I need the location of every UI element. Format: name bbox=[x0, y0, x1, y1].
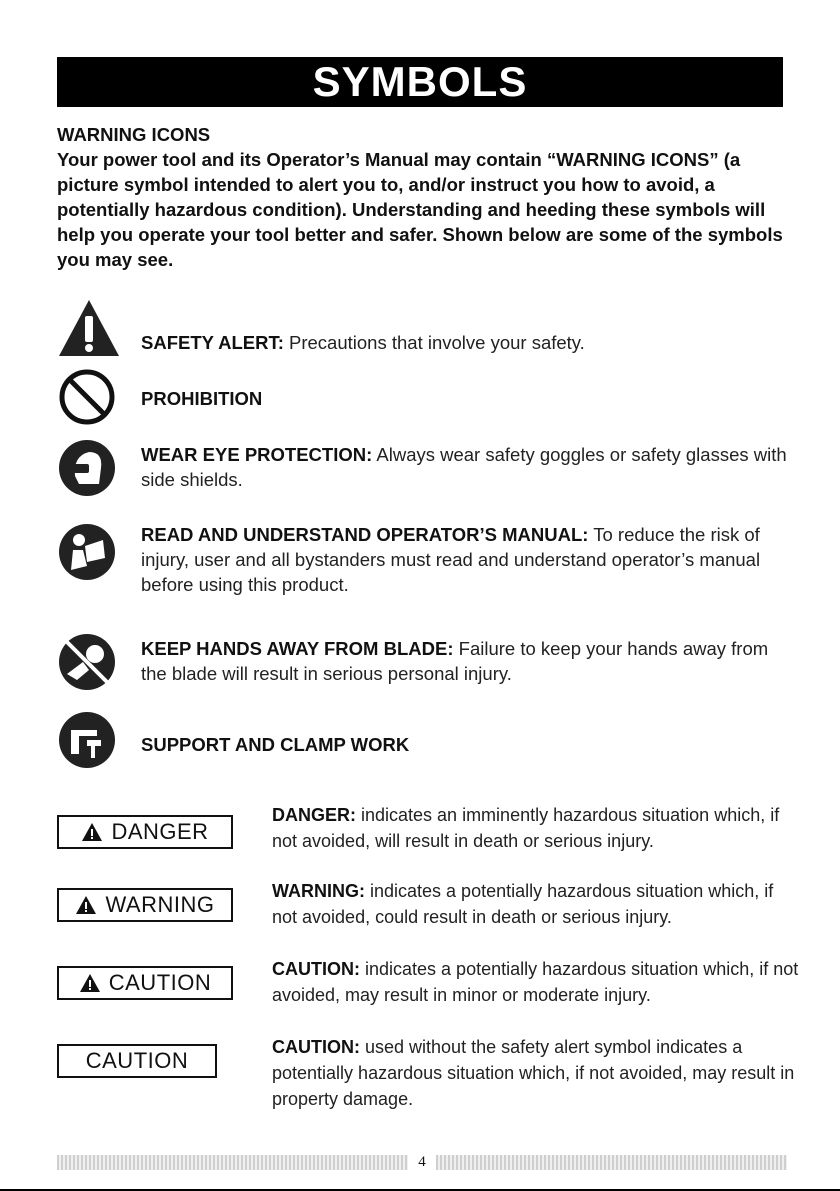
hands-away-icon bbox=[57, 632, 117, 692]
symbol-label: PROHIBITION bbox=[141, 388, 263, 409]
eye-protection-icon bbox=[57, 438, 117, 498]
symbol-text: WEAR EYE PROTECTION: Always wear safety goggles or safety glasses with side shields. bbox=[141, 444, 787, 490]
page-number: 4 bbox=[418, 1153, 426, 1170]
page-footer bbox=[57, 1152, 787, 1172]
symbol-text bbox=[141, 732, 791, 757]
signal-label: CAUTION: bbox=[272, 1037, 360, 1057]
alert-triangle-icon bbox=[75, 895, 97, 915]
intro-section bbox=[57, 122, 797, 272]
page-title-bar bbox=[57, 57, 783, 107]
signal-text: CAUTION: indicates a potentially hazardous situation which, if not avoided, may result in minor or moderate injury. bbox=[272, 959, 799, 1005]
signal-text: CAUTION: used without the safety alert symbol indicates a potentially hazardous situation which, if not avoided, may result in property damage. bbox=[272, 1037, 795, 1109]
safety-alert-icon bbox=[57, 298, 121, 358]
signal-text: DANGER: indicates an imminently hazardous situation which, if not avoided, will result in death or serious injury. bbox=[272, 805, 780, 851]
alert-triangle-icon bbox=[79, 973, 101, 993]
danger-box-text: DANGER bbox=[111, 819, 209, 844]
footer-band-left bbox=[57, 1155, 408, 1170]
symbol-label: KEEP HANDS AWAY FROM BLADE: bbox=[141, 638, 454, 659]
caution-box-text: CAUTION bbox=[85, 1048, 189, 1073]
symbol-label: SUPPORT AND CLAMP WORK bbox=[141, 734, 410, 755]
intro-paragraph: Your power tool and its Operator’s Manual may contain “WARNING ICONS” (a picture symbol intended to alert you to, and/or instruct you how to avoid, a potentially hazardous condition). Understanding and heeding these symbols will help you operate your tool better and safer. Shown below are some of the symbols you may see. bbox=[57, 149, 783, 270]
symbol-text: KEEP HANDS AWAY FROM BLADE: Failure to keep your hands away from the blade will result in serious personal injury. bbox=[141, 638, 769, 684]
footer-band-right bbox=[436, 1155, 787, 1170]
symbol-desc: Precautions that involve your safety. bbox=[283, 332, 585, 353]
clamp-work-icon bbox=[57, 710, 117, 770]
symbol-text: READ AND UNDERSTAND OPERATOR’S MANUAL: To reduce the risk of injury, user and all bystanders must read and understand operator’s manual before using this product. bbox=[141, 524, 761, 595]
read-manual-icon bbox=[57, 522, 117, 582]
warning-box-text: WARNING bbox=[105, 892, 215, 917]
signal-label: CAUTION: bbox=[272, 959, 360, 979]
symbol-label: WEAR EYE PROTECTION: bbox=[141, 444, 373, 465]
caution-alert-label-box bbox=[57, 966, 233, 1000]
symbol-label: READ AND UNDERSTAND OPERATOR’S MANUAL: bbox=[141, 524, 589, 545]
prohibition-icon bbox=[57, 367, 117, 427]
symbol-label: SAFETY ALERT: bbox=[141, 332, 284, 353]
intro-heading: WARNING ICONS bbox=[57, 124, 211, 145]
danger-label-box bbox=[57, 815, 233, 849]
page-title: SYMBOLS bbox=[312, 58, 528, 105]
alert-triangle-icon bbox=[81, 822, 103, 842]
caution-label-box bbox=[57, 1044, 217, 1078]
signal-label: WARNING: bbox=[272, 881, 365, 901]
signal-label: DANGER: bbox=[272, 805, 356, 825]
symbol-text bbox=[141, 330, 791, 355]
warning-label-box bbox=[57, 888, 233, 922]
symbol-text bbox=[141, 386, 791, 411]
signal-text: WARNING: indicates a potentially hazardous situation which, if not avoided, could result in death or serious injury. bbox=[272, 881, 774, 927]
caution-box-text: CAUTION bbox=[108, 970, 212, 995]
